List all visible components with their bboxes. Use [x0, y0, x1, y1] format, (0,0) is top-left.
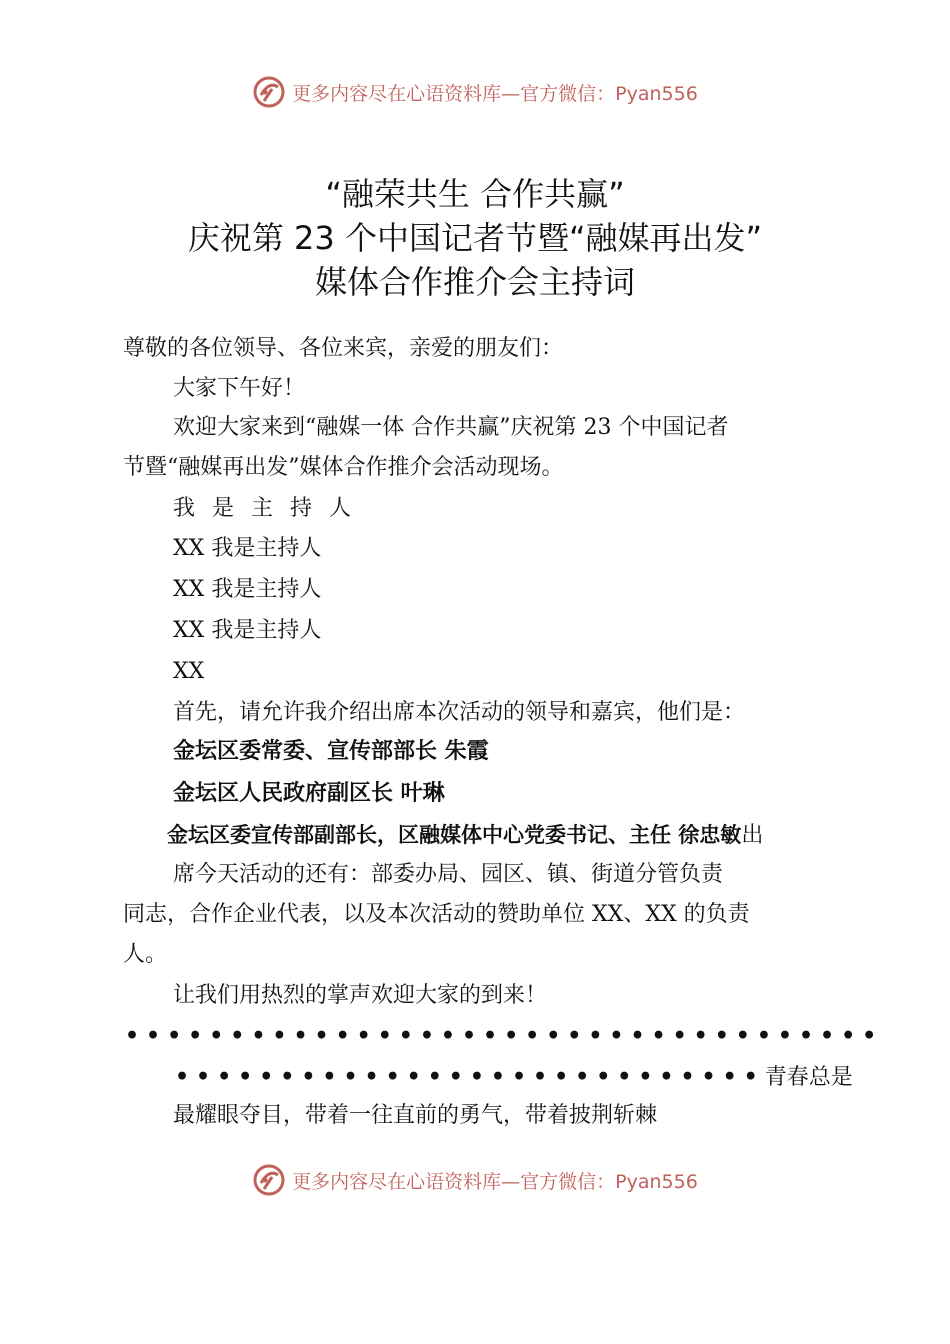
dot-leader-1: •••••••••••••••••••••••••••••••••••• [125, 1023, 884, 1049]
banner-text: 更多内容尽在心语资料库—官方微信：Pyan556 [292, 1170, 698, 1193]
attend-line-2: 同志，合作企业代表，以及本次活动的赞助单位 XX、XX 的负责 [123, 902, 750, 927]
host-line-2: XX 我是主持人 [173, 536, 322, 561]
dot-leader-2: •••••••••••••••••••••••••••• [175, 1064, 765, 1090]
youth-line-1-tail: 青春总是 [764, 1065, 853, 1090]
guest-line-2: 金坛区人民政府副区长 叶琳 [173, 781, 445, 806]
intro-paragraph: 首先，请允许我介绍出席本次活动的领导和嘉宾，他们是： [173, 700, 746, 725]
header-banner [0, 70, 950, 114]
applause-paragraph: 让我们用热烈的掌声欢迎大家的到来！ [173, 983, 548, 1008]
banner-text: 更多内容尽在心语资料库—官方微信：Pyan556 [292, 82, 698, 105]
title-line-3: 媒体合作推介会主持词 [314, 263, 635, 301]
attend-line-1: 席今天活动的还有：部委办局、园区、镇、街道分管负责 [173, 862, 724, 887]
guest-line-3 [167, 820, 763, 851]
youth-line-1 [175, 1062, 853, 1093]
youth-line-2: 最耀眼夺目，带着一往直前的勇气，带着披荆斩棘 [173, 1103, 658, 1128]
footer-banner [0, 1158, 950, 1202]
host-line-5: XX [173, 659, 205, 684]
guest-line-1: 金坛区委常委、宣传部部长 朱霞 [173, 739, 489, 764]
welcome-line-2: 节暨“融媒再出发”媒体合作推介会活动现场。 [123, 455, 564, 480]
guest-line-3-tail: 出 [741, 823, 764, 848]
document-title [0, 172, 950, 304]
swirl-logo-icon [252, 1163, 286, 1197]
title-line-1: “融荣共生 合作共赢” [325, 175, 625, 213]
guest-line-3-bold: 金坛区委宣传部副部长，区融媒体中心党委书记、主任 徐忠敏 [167, 823, 742, 847]
attend-line-3: 人。 [123, 942, 168, 967]
welcome-line-1: 欢迎大家来到“融媒一体 合作共赢”庆祝第 23 个中国记者 [173, 415, 729, 440]
title-line-2: 庆祝第 23 个中国记者节暨“融媒再出发” [187, 219, 763, 257]
host-line-4: XX 我是主持人 [173, 618, 322, 643]
swirl-logo-icon [252, 75, 286, 109]
host-line-3: XX 我是主持人 [173, 577, 322, 602]
host-line-1: 我是主持人 [173, 496, 369, 521]
hello-paragraph: 大家下午好！ [173, 376, 306, 401]
greeting-paragraph: 尊敬的各位领导、各位来宾，亲爱的朋友们： [123, 336, 564, 361]
